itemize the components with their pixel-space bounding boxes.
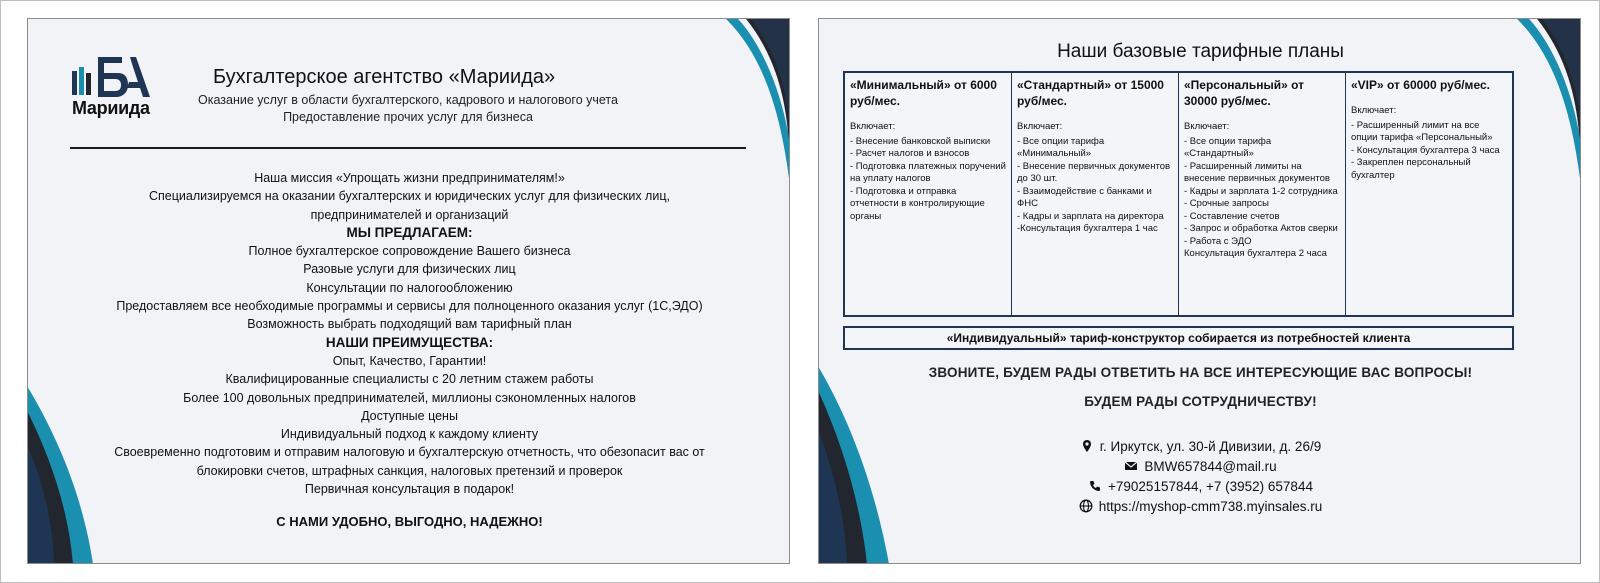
plan-standard [1012, 73, 1179, 315]
plan-items [850, 136, 1006, 224]
plan-item: - Расширенный лимиты на внесение первичных документов [1184, 160, 1330, 184]
plan-item: - Внесение первичных документов до 30 шт. [1017, 160, 1171, 184]
plans-table [843, 71, 1514, 317]
globe-icon [1079, 499, 1093, 513]
plan-items [1017, 136, 1173, 236]
plan-personal [1179, 73, 1346, 315]
phone-line [819, 479, 1581, 494]
email-line [819, 459, 1581, 474]
call-to-action: ЗВОНИТЕ, БУДЕМ РАДЫ ОТВЕТИТЬ НА ВСЕ ИНТЕРЕСУЮЩИЕ ВАС ВОПРОСЫ! [928, 365, 1473, 380]
section-heading: НАШИ ПРЕИМУЩЕСТВА: [325, 334, 494, 350]
website-link[interactable]: https://myshop-cmm738.myinsales.ru [1098, 499, 1323, 514]
plan-item: - Кадры и зарплата на директора [1017, 210, 1164, 222]
plan-items [1351, 120, 1507, 183]
plan-item: - Расчет налогов и взносов [850, 148, 970, 159]
envelope-icon [1124, 459, 1138, 473]
body-line: Консультации по налогообложению [306, 280, 513, 295]
phone-icon [1088, 479, 1102, 493]
plan-item: - Все опции тарифа «Минимальный» [1017, 135, 1105, 159]
plan-item: - Подготовка и отправка отчетности в контролирующие органы [850, 185, 985, 222]
plan-heading: «Персональный» от 30000 руб/мес. [1184, 78, 1305, 108]
plan-item: - Срочные запросы [1184, 198, 1269, 209]
body-line: Возможность выбрать подходящий вам тарифный план [247, 317, 572, 332]
divider [70, 147, 746, 149]
body-line: Разовые услуги для физических лиц [303, 262, 516, 277]
body-line: Предоставляем все необходимые программы и сервисы для полноценного оказания услуг (1С,ЭДО) [116, 299, 703, 314]
plan-item: - Взаимодействие с банками и ФНС [1017, 185, 1152, 209]
agency-subtitle-2: Предоставление прочих услуг для бизнеса [283, 110, 533, 124]
body-line: Первичная консультация в подарок! [304, 482, 515, 497]
plan-item: - Консультация бухгалтера 3 часа [1351, 144, 1500, 156]
body-line: Более 100 довольных предпринимателей, миллионы сэкономленных налогов [183, 390, 636, 405]
body-line: Опыт, Качество, Гарантии! [332, 353, 487, 368]
plan-items [1184, 136, 1340, 261]
plan-includes-label: Включает: [1184, 121, 1230, 132]
logo-wordmark: Мариида [72, 98, 150, 118]
address-line [819, 439, 1581, 454]
email-text[interactable]: BMW657844@mail.ru [1144, 459, 1277, 474]
plan-item: - Все опции тарифа «Стандартный» [1184, 135, 1272, 159]
plans-title: Наши базовые тарифные планы [1057, 41, 1344, 62]
plan-item: - Закреплен персональный бухгалтер [1351, 157, 1471, 181]
front-card [27, 18, 790, 564]
address-text: г. Иркутск, ул. 30-й Дивизии, д. 26/9 [1099, 439, 1322, 454]
section-heading: МЫ ПРЕДЛАГАЕМ: [346, 224, 473, 240]
body-line: Индивидуальный подход к каждому клиенту [280, 427, 539, 442]
plan-heading: «VIP» от 60000 руб/мес. [1351, 78, 1490, 92]
body-line: Доступные цены [361, 408, 458, 423]
agency-name: Бухгалтерское агентство «Мариида» [213, 66, 556, 88]
plan-heading: «Минимальный» от 6000 руб/мес. [850, 78, 997, 108]
body-line: блокировки счетов, штрафных санкция, налоговых претензий и проверок [196, 463, 623, 478]
plan-item: - Подготовка платежных поручений на уплату налогов [850, 160, 1006, 184]
body-line: Наша миссия «Упрощать жизни предпринимателям!» [254, 171, 565, 185]
plan-item: - Расширенный лимит на все опции тарифа «Персональный» [1351, 119, 1493, 143]
plan-includes-label: Включает: [1017, 121, 1063, 132]
mission-text [68, 169, 751, 498]
plan-item: - Внесение банковской выписки [850, 135, 991, 147]
plan-vip [1346, 73, 1512, 315]
body-line: Полное бухгалтерское сопровождение Вашего бизнеса [248, 244, 571, 259]
website-line [819, 499, 1581, 514]
slogan: С НАМИ УДОБНО, ВЫГОДНО, НАДЕЖНО! [276, 514, 543, 529]
body-line: предпринимателей и организаций [310, 207, 509, 222]
plan-item: - Кадры и зарплата 1-2 сотрудника [1184, 185, 1338, 197]
individual-plan-banner: «Индивидуальный» тариф-конструктор собирается из потребностей клиента [843, 326, 1514, 350]
plan-includes-label: Включает: [850, 121, 896, 132]
back-card [818, 18, 1581, 564]
body-line: Квалифицированные специалисты с 20 летним стажем работы [225, 372, 594, 387]
plan-item: - Работа с ЭДО [1184, 235, 1252, 247]
plan-item: Консультация бухгалтера 2 часа [1184, 248, 1327, 259]
plan-item: -Консультация бухгалтера 1 час [1017, 223, 1158, 234]
plan-minimal [845, 73, 1012, 315]
agency-subtitle-1: Оказание услуг в области бухгалтерского, кадрового и налогового учета [198, 93, 618, 107]
plan-includes-label: Включает: [1351, 105, 1397, 116]
plan-heading: «Стандартный» от 15000 руб/мес. [1017, 78, 1164, 108]
phone-text[interactable]: +79025157844, +7 (3952) 657844 [1108, 479, 1313, 494]
body-line: Специализируемся на оказании бухгалтерских и юридических услуг для физических лиц, [149, 189, 670, 204]
plan-item: - Запрос и обработка Актов сверки [1184, 223, 1338, 234]
body-line: Своевременно подготовим и отправим налоговую и бухгалтерскую отчетность, что обезопасит вас от [114, 445, 705, 460]
plan-item: - Составление счетов [1184, 210, 1280, 222]
cooperation-line: БУДЕМ РАДЫ СОТРУДНИЧЕСТВУ! [1084, 394, 1317, 409]
map-pin-icon [1080, 439, 1094, 453]
